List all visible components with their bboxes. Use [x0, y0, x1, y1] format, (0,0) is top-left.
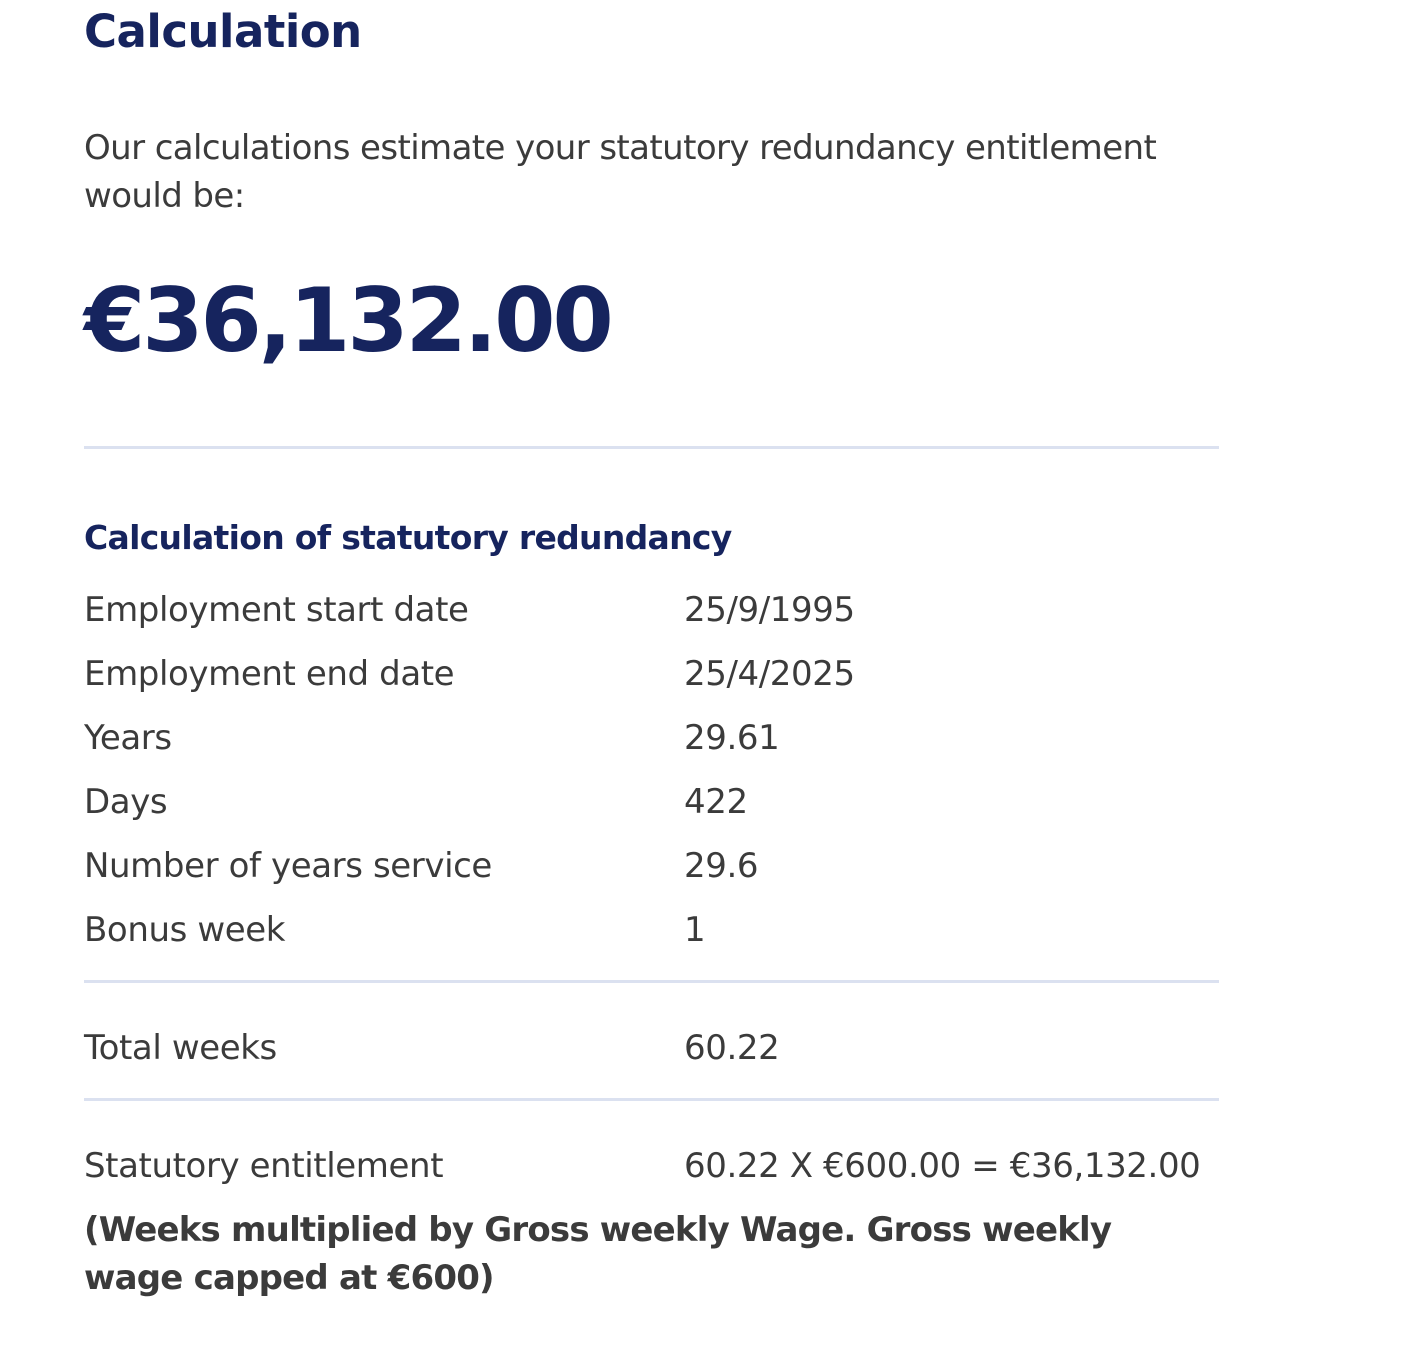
- row-total-weeks: [84, 1016, 1219, 1080]
- calculation-panel: [84, 0, 1219, 1298]
- row-value: 25/4/2025: [684, 654, 855, 694]
- row-value: 29.61: [684, 718, 780, 758]
- row-label: Bonus week: [84, 910, 286, 950]
- row-value: 1: [684, 910, 706, 950]
- row-label: Statutory entitlement: [84, 1146, 444, 1186]
- row-label: Total weeks: [84, 1028, 277, 1068]
- row-value: 422: [684, 782, 748, 822]
- row-label: Employment start date: [84, 590, 469, 630]
- row-value: 25/9/1995: [684, 590, 855, 630]
- calculation-note: (Weeks multiplied by Gross weekly Wage. Gross weekly wage capped at €600): [84, 1210, 1112, 1298]
- intro-text: Our calculations estimate your statutory redundancy entitlement would be:: [84, 128, 1157, 216]
- row-years: [84, 706, 1219, 770]
- row-bonus-week: [84, 898, 1219, 962]
- row-days: [84, 770, 1219, 834]
- row-label: Number of years service: [84, 846, 492, 886]
- divider: [84, 446, 1219, 449]
- page-title: Calculation: [84, 5, 362, 58]
- section-title: Calculation of statutory redundancy: [84, 518, 732, 557]
- row-value: 60.22: [684, 1028, 780, 1068]
- row-label: Days: [84, 782, 168, 822]
- row-statutory-entitlement: [84, 1134, 1219, 1198]
- row-employment-end-date: [84, 642, 1219, 706]
- row-label: Employment end date: [84, 654, 455, 694]
- row-value: 60.22 X €600.00 = €36,132.00: [684, 1146, 1201, 1186]
- row-value: 29.6: [684, 846, 759, 886]
- row-label: Years: [84, 718, 172, 758]
- row-employment-start-date: [84, 578, 1219, 642]
- row-years-service: [84, 834, 1219, 898]
- divider: [84, 1098, 1219, 1101]
- divider: [84, 980, 1219, 983]
- entitlement-amount: €36,132.00: [84, 269, 611, 372]
